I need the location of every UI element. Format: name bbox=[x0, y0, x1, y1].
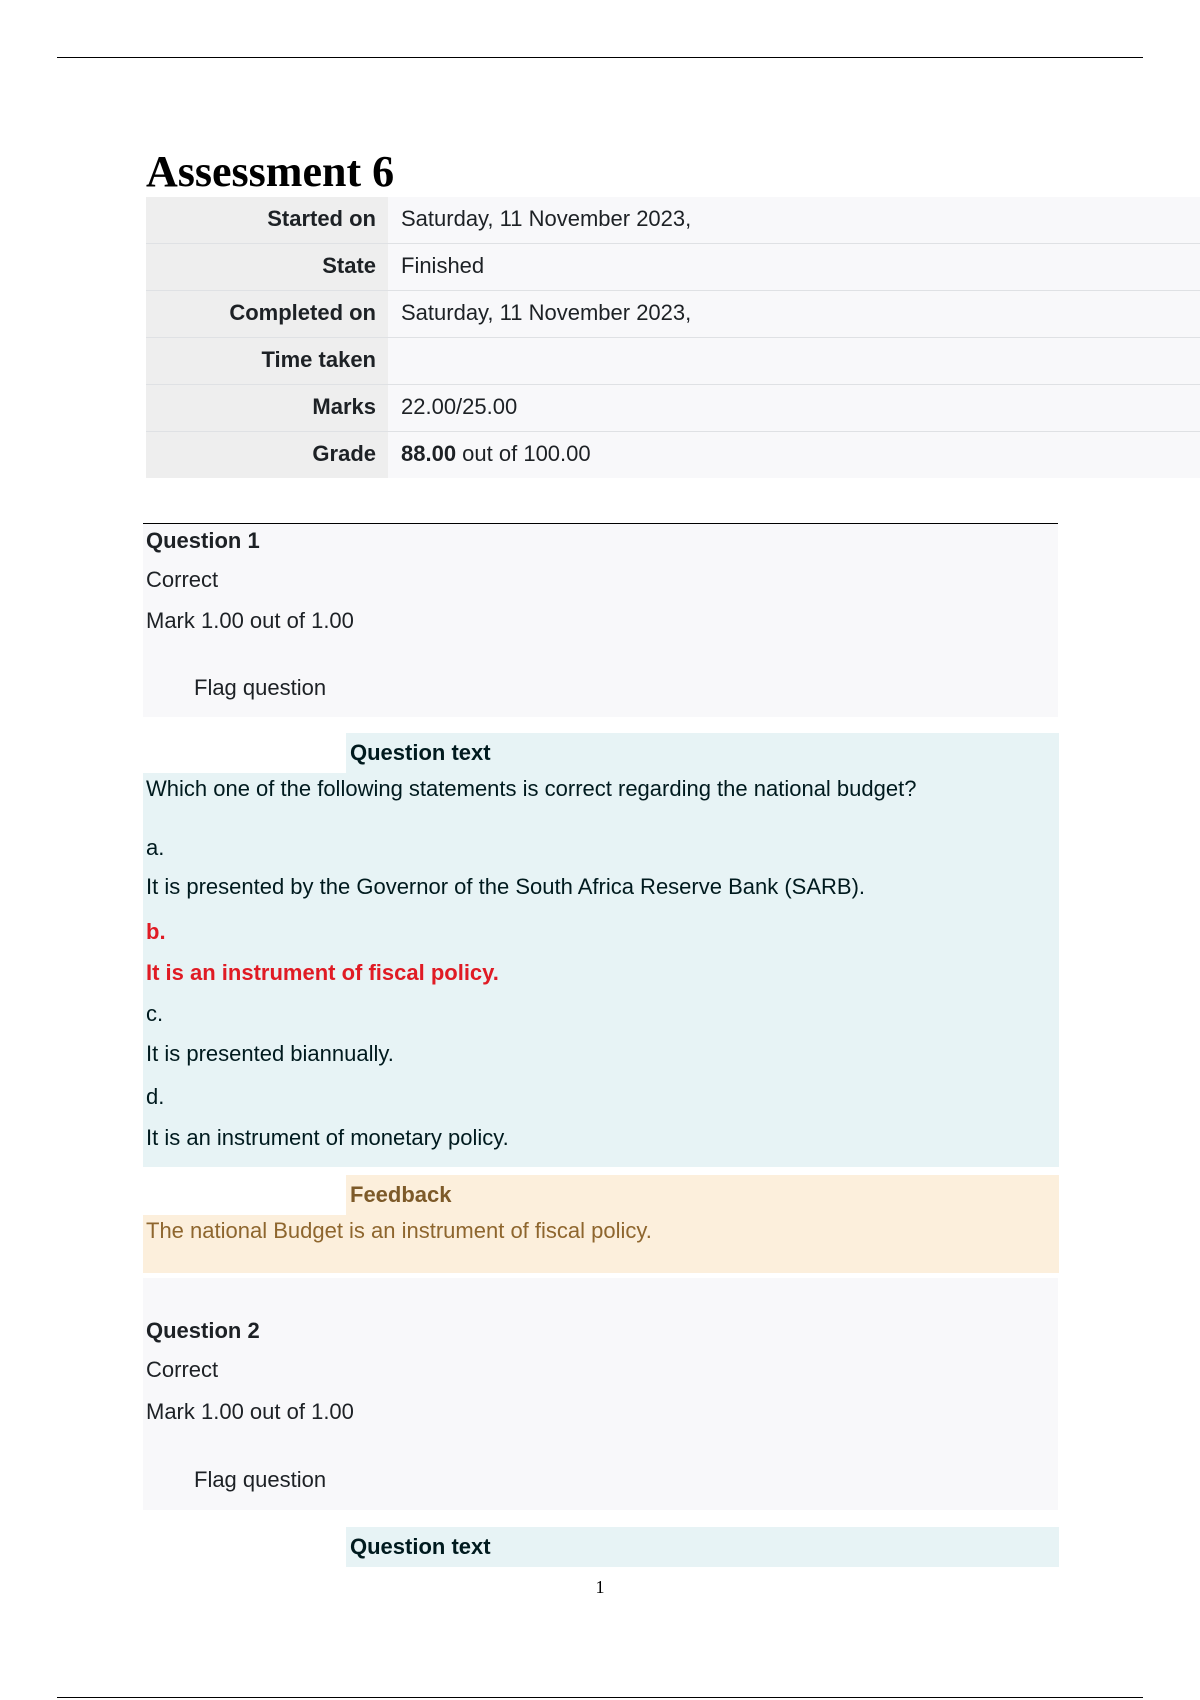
question-grade: Mark 1.00 out of 1.00 bbox=[146, 1399, 354, 1424]
question-1-info bbox=[143, 523, 1058, 717]
question-2-text-heading: Question text bbox=[346, 1527, 1059, 1567]
summary-value: Saturday, 11 November 2023, bbox=[388, 197, 1200, 243]
grade-out-of: out of 100.00 bbox=[456, 441, 591, 466]
option-b-letter: b. bbox=[146, 919, 166, 944]
question-grade: Mark 1.00 out of 1.00 bbox=[146, 608, 354, 633]
summary-row-time-taken bbox=[146, 338, 1200, 385]
feedback-text: The national Budget is an instrument of fiscal policy. bbox=[146, 1218, 652, 1243]
summary-label: Grade bbox=[146, 432, 388, 478]
summary-row-grade bbox=[146, 432, 1200, 478]
summary-value bbox=[388, 338, 1200, 384]
flag-question-link[interactable]: Flag question bbox=[194, 675, 327, 700]
summary-row-state bbox=[146, 244, 1200, 291]
option-a-text[interactable]: It is presented by the Governor of the South Africa Reserve Bank (SARB). bbox=[146, 874, 866, 899]
grade-score: 88.00 bbox=[401, 441, 457, 466]
summary-row-started bbox=[146, 197, 1200, 244]
option-a-letter: a. bbox=[146, 835, 165, 860]
summary-value bbox=[388, 432, 1200, 478]
page-number: 1 bbox=[595, 1577, 605, 1597]
summary-label: Time taken bbox=[146, 338, 388, 384]
feedback-box bbox=[143, 1215, 1059, 1273]
summary-value: Saturday, 11 November 2023, bbox=[388, 291, 1200, 337]
summary-label: Marks bbox=[146, 385, 388, 431]
question-number: Question 1 bbox=[146, 528, 260, 553]
summary-label: State bbox=[146, 244, 388, 290]
feedback-heading: Feedback bbox=[346, 1175, 1059, 1215]
page-title: Assessment 6 bbox=[146, 147, 395, 196]
header-rule bbox=[57, 57, 1143, 58]
option-b-text[interactable]: It is an instrument of fiscal policy. bbox=[146, 960, 499, 985]
option-c-text[interactable]: It is presented biannually. bbox=[146, 1041, 394, 1066]
summary-label: Started on bbox=[146, 197, 388, 243]
question-1-text bbox=[143, 773, 1059, 1167]
summary-row-completed bbox=[146, 291, 1200, 338]
summary-row-marks bbox=[146, 385, 1200, 432]
option-c-letter: c. bbox=[146, 1001, 164, 1026]
flag-question-link[interactable]: Flag question bbox=[194, 1467, 327, 1492]
option-d-letter: d. bbox=[146, 1084, 165, 1109]
footer-rule bbox=[57, 1697, 1143, 1698]
question-1-text-heading: Question text bbox=[346, 733, 1059, 773]
question-2-info bbox=[143, 1278, 1058, 1510]
summary-value: 22.00/25.00 bbox=[388, 385, 1200, 431]
summary-label: Completed on bbox=[146, 291, 388, 337]
question-prompt: Which one of the following statements is correct regarding the national budget? bbox=[146, 776, 917, 801]
option-d-text[interactable]: It is an instrument of monetary policy. bbox=[146, 1125, 509, 1150]
question-state: Correct bbox=[146, 567, 219, 592]
attempt-summary-table bbox=[146, 197, 1200, 478]
question-state: Correct bbox=[146, 1357, 219, 1382]
question-number: Question 2 bbox=[146, 1318, 260, 1343]
summary-value: Finished bbox=[388, 244, 1200, 290]
